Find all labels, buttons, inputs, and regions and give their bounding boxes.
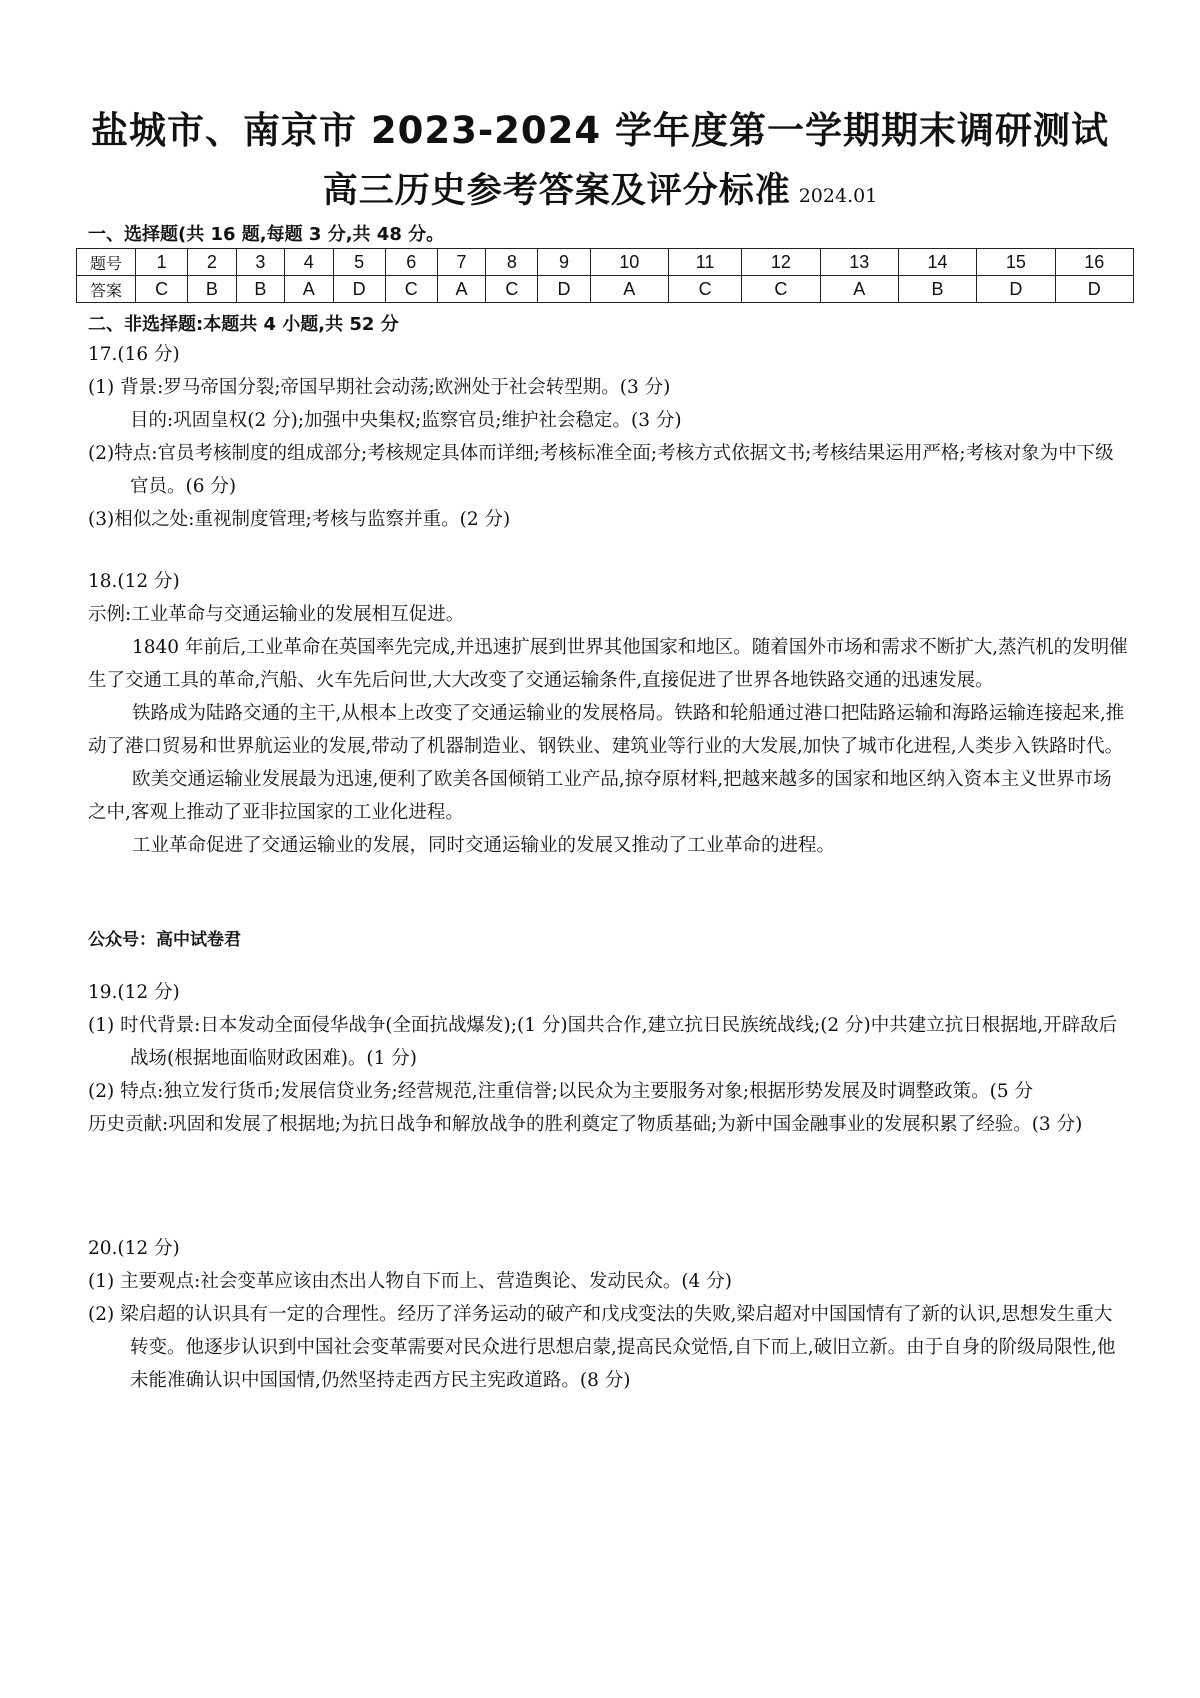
answer-cell: C	[385, 276, 437, 303]
subtitle-text: 高三历史参考答案及评分标准	[322, 171, 791, 211]
question-18-heading: 18.(12 分)	[88, 571, 180, 592]
answer-cell: D	[538, 276, 590, 303]
q18-paragraph-2: 铁路成为陆路交通的主干,从根本上改变了交通运输业的发展格局。铁路和轮船通过港口把陆路运输和海路运输连接起来,推动了港口贸易和世界航运业的发展,带动了机器制造业、钢铁业、建筑业等行业的大发展,加快了城市化进程,人类步入铁路时代。	[88, 703, 1125, 757]
question-number: 9	[538, 249, 590, 276]
document-date: 2024.01	[798, 185, 878, 207]
answer-cell: B	[898, 276, 976, 303]
q18-example: 示例:工业革命与交通运输业的发展相互促进。	[88, 604, 465, 625]
question-number: 4	[285, 249, 333, 276]
q17-part1-purpose: 目的:巩固皇权(2 分);加强中央集权;监察官员;维护社会稳定。(3 分)	[130, 410, 682, 431]
q19-part1-background: (1) 时代背景:日本发动全面侵华战争(全面抗战爆发);(1 分)国共合作,建立抗日民族统战线;(2 分)中共建立抗日根据地,开辟敌后战场(根据地面临财政困难)。(1 分)	[88, 1015, 1118, 1069]
question-number: 2	[188, 249, 236, 276]
answer-cell: C	[668, 276, 741, 303]
question-number: 7	[437, 249, 485, 276]
document-title: 盐城市、南京市 2023-2024 学年度第一学期期末调研测试	[90, 109, 1110, 152]
answer-cell: B	[188, 276, 236, 303]
question-number: 1	[136, 249, 188, 276]
question-number: 8	[486, 249, 538, 276]
q18-paragraph-3: 欧美交通运输业发展最为迅速,便利了欧美各国倾销工业产品,掠夺原材料,把越来越多的国家和地区纳入资本主义世界市场之中,客观上推动了亚非拉国家的工业化进程。	[88, 769, 1112, 823]
answer-cell: D	[1055, 276, 1133, 303]
q17-part1-background: (1) 背景:罗马帝国分裂;帝国早期社会动荡;欧洲处于社会转型期。(3 分)	[88, 377, 671, 398]
answer-cell: B	[236, 276, 284, 303]
answer-cell: C	[742, 276, 820, 303]
answer-cell: A	[437, 276, 485, 303]
question-18-block	[88, 565, 1128, 862]
answer-cell: A	[820, 276, 898, 303]
question-17-heading: 17.(16 分)	[88, 344, 180, 365]
q19-contribution: 历史贡献:巩固和发展了根据地;为抗日战争和解放战争的胜利奠定了物质基础;为新中国金融事业的发展积累了经验。(3 分)	[88, 1114, 1083, 1135]
q19-part2-features: (2) 特点:独立发行货币;发展信贷业务;经营规范,注重信誉;以民众为主要服务对象;根据形势发展及时调整政策。(5 分	[88, 1081, 1034, 1102]
answer-cell: C	[486, 276, 538, 303]
q18-paragraph-1: 1840 年前后,工业革命在英国率先完成,并迅速扩展到世界其他国家和地区。随着国外市场和需求不断扩大,蒸汽机的发明催生了交通工具的革命,汽船、火车先后问世,大大改变了交通运输条件,直接促进了世界各地铁路交通的迅速发展。	[88, 637, 1128, 691]
q20-part1-viewpoint: (1) 主要观点:社会变革应该由杰出人物自下而上、营造舆论、发动民众。(4 分)	[88, 1271, 732, 1292]
row-label-answers: 答案	[77, 276, 136, 303]
question-19-heading: 19.(12 分)	[88, 982, 180, 1003]
question-19-block	[88, 976, 1128, 1141]
row-label-numbers: 题号	[77, 249, 136, 276]
q20-part2-evaluation: (2) 梁启超的认识具有一定的合理性。经历了洋务运动的破产和戊戌变法的失败,梁启超对中国国情有了新的认识,思想发生重大转变。他逐步认识到中国社会变革需要对民众进行思想启蒙,提高民众觉悟,自下而上,破旧立新。由于自身的阶级局限性,他未能准确认识中国国情,仍然坚持走西方民主宪政道路。(8 分)	[88, 1304, 1116, 1391]
answer-cell: D	[333, 276, 385, 303]
answer-cell: D	[977, 276, 1055, 303]
document-subtitle	[0, 163, 1200, 213]
answer-cell: C	[136, 276, 188, 303]
question-17-block	[88, 338, 1128, 536]
answer-cell: A	[285, 276, 333, 303]
answer-table	[76, 248, 1134, 303]
watermark-text: 公众号：高中试卷君	[88, 930, 241, 950]
q17-part2-features: (2)特点:官员考核制度的组成部分;考核规定具体而详细;考核标准全面;考核方式依据文书;考核结果运用严格;考核对象为中下级官员。(6 分)	[88, 443, 1114, 497]
question-number: 5	[333, 249, 385, 276]
question-number: 11	[668, 249, 741, 276]
section-2-title: 二、非选择题:本题共 4 小题,共 52 分	[88, 314, 399, 335]
question-number: 15	[977, 249, 1055, 276]
question-number: 3	[236, 249, 284, 276]
question-number-row	[77, 249, 1134, 276]
answer-cell: A	[590, 276, 668, 303]
q18-paragraph-4: 工业革命促进了交通运输业的发展，同时交通运输业的发展又推动了工业革命的进程。	[132, 835, 836, 856]
section-1-title: 一、选择题(共 16 题,每题 3 分,共 48 分。	[88, 224, 445, 245]
question-number: 14	[898, 249, 976, 276]
question-number: 10	[590, 249, 668, 276]
question-number: 6	[385, 249, 437, 276]
question-number: 16	[1055, 249, 1133, 276]
question-20-block	[88, 1232, 1128, 1397]
question-20-heading: 20.(12 分)	[88, 1238, 180, 1259]
question-number: 12	[742, 249, 820, 276]
q17-part3-similarity: (3)相似之处:重视制度管理;考核与监察并重。(2 分)	[88, 509, 511, 530]
answer-row	[77, 276, 1134, 303]
question-number: 13	[820, 249, 898, 276]
